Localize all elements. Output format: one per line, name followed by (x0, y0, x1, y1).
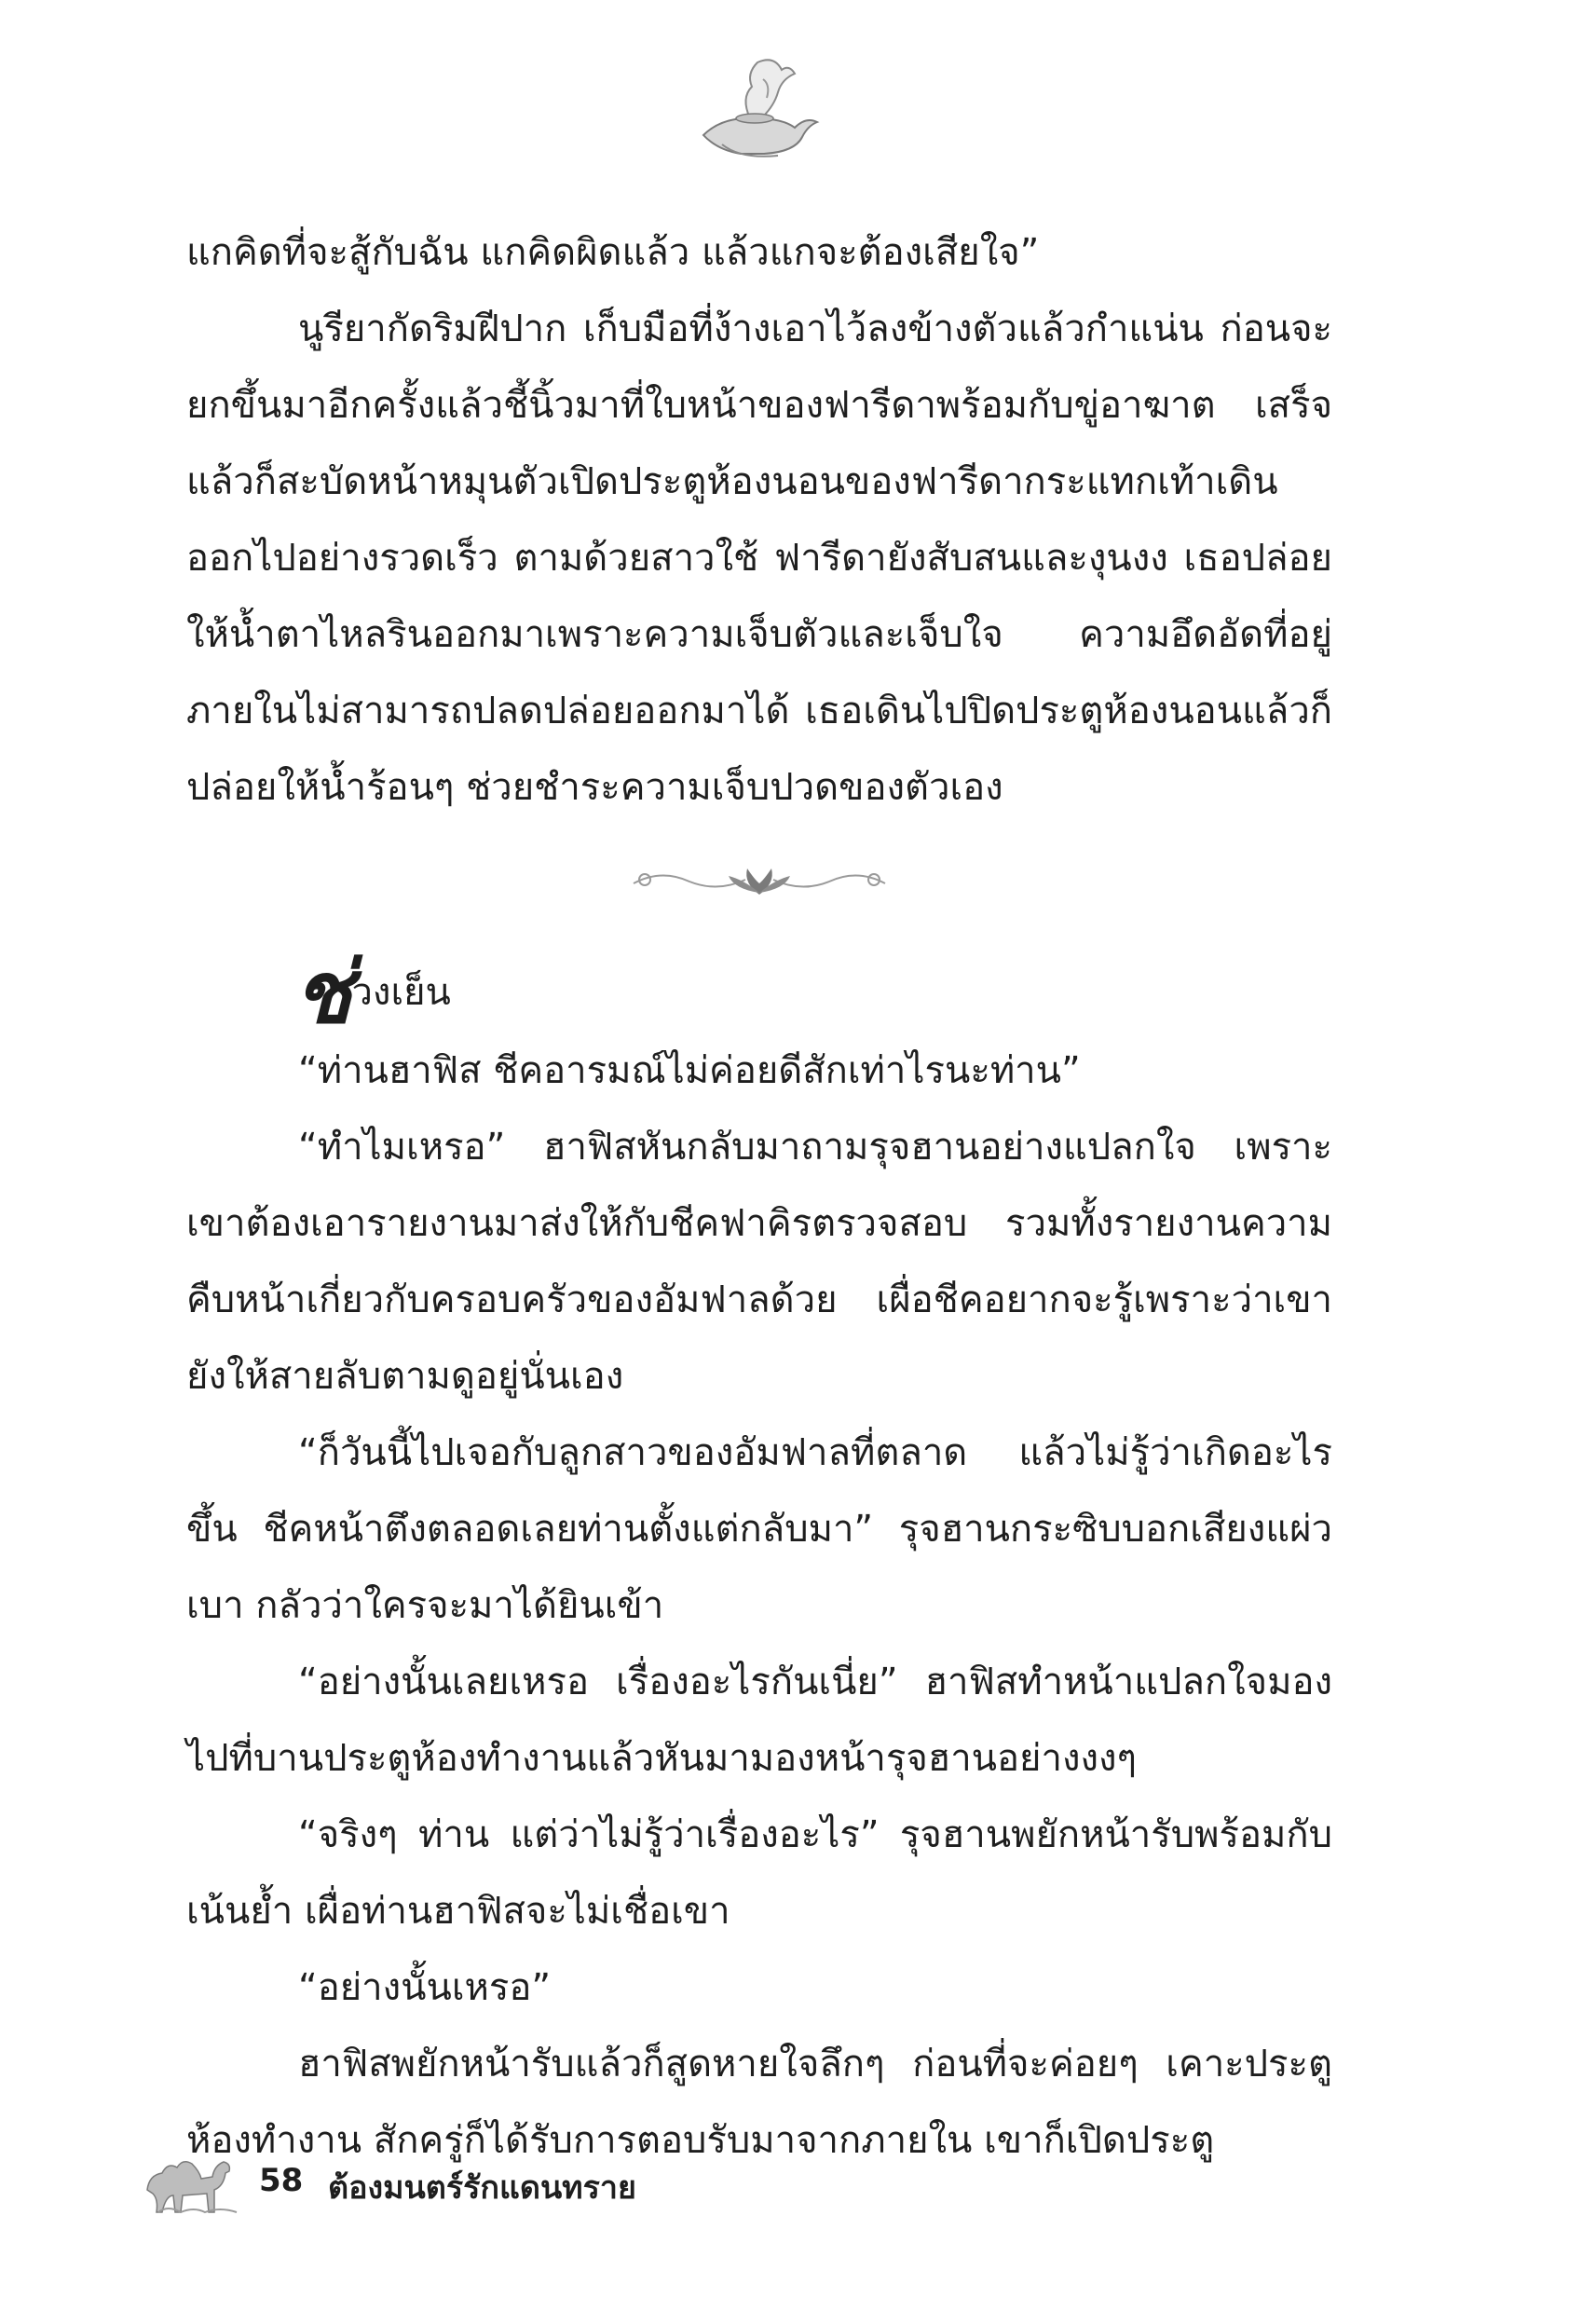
paragraph: “จริงๆ ท่าน แต่ว่าไม่รู้ว่าเรื่องอะไร” รุจฮานพยักหน้ารับพร้อมกับเน้นย้ำ เผื่อท่านฮาฟิสจะไม่เชื่อเขา (186, 1813, 1332, 1933)
genie-lamp-icon (685, 51, 825, 163)
heading-rest: วงเย็น (351, 971, 451, 1014)
floral-divider-icon (624, 855, 894, 911)
text-block-2 (186, 1032, 1332, 2179)
text-block-1 (186, 214, 1332, 826)
camel-icon (140, 2134, 242, 2218)
page-footer (140, 2134, 792, 2218)
section-heading (293, 942, 451, 1043)
page-number: 58 (259, 2162, 304, 2199)
paragraph: “ท่านฮาฟิส ชีคอารมณ์ไม่ค่อยดีสักเท่าไรนะท่าน” (298, 1049, 1081, 1092)
paragraph: “อย่างนั้นเลยเหรอ เรื่องอะไรกันเนี่ย” ฮาฟิสทำหน้าแปลกใจมองไปที่บานประตูห้องทำงานแล้วหันมามองหน้ารุจฮานอย่างงงๆ (186, 1661, 1332, 1780)
paragraph: “ทำไมเหรอ” ฮาฟิสหันกลับมาถามรุจฮานอย่างแปลกใจ เพราะเขาต้องเอารายงานมาส่งให้กับชีคฟาคิรตรวจสอบ รวมทั้งรายงานความคืบหน้าเกี่ยวกับครอบครัวของอัมฟาลด้วย เผื่อชีคอยากจะรู้เพราะว่าเขายังให้สายลับตามดูอยู่นั่นเอง (186, 1126, 1332, 1398)
paragraph: นูรียากัดริมฝีปาก เก็บมือที่ง้างเอาไว้ลงข้างตัวแล้วกำแน่น ก่อนจะยกขึ้นมาอีกครั้งแล้วชี้นิ้วมาที่ใบหน้าของฟารีดาพร้อมกับขู่อาฆาต เสร็จแล้วก็สะบัดหน้าหมุนตัวเปิดประตูห้องนอนของฟารีดากระแทกเท้าเดินออกไปอย่างรวดเร็ว ตามด้วยสาวใช้ ฟารีดายังสับสนและงุนงง เธอปล่อยให้น้ำตาไหลรินออกมาเพราะความเจ็บตัวและเจ็บใจ ความอึดอัดที่อยู่ภายในไม่สามารถปลดปล่อยออกมาได้ เธอเดินไปปิดประตูห้องนอนแล้วก็ปล่อยให้น้ำร้อนๆ ช่วยชำระความเจ็บปวดของตัวเอง (186, 308, 1332, 809)
paragraph: “อย่างนั้นเหรอ” (298, 1966, 552, 2009)
paragraph: “ก็วันนี้ไปเจอกับลูกสาวของอัมฟาลที่ตลาด แล้วไม่รู้ว่าเกิดอะไรขึ้น ชีคหน้าตึงตลอดเลยท่านตั้งแต่กลับมา” รุจฮานกระซิบบอกเสียงแผ่วเบา กลัวว่าใครจะมาได้ยินเข้า (186, 1431, 1332, 1627)
book-title: ต้องมนตร์รักแดนทราย (328, 2169, 636, 2207)
paragraph: ฮาฟิสพยักหน้ารับแล้วก็สูดหายใจลึกๆ ก่อนที่จะค่อยๆ เคาะประตูห้องทำงาน สักครู่ก็ได้รับการตอบรับมาจากภายใน เขาก็เปิดประตู (186, 2043, 1332, 2162)
heading-drop-cap: ช่ (293, 942, 352, 1043)
paragraph: แกคิดที่จะสู้กับฉัน แกคิดผิดแล้ว แล้วแกจะต้องเสียใจ” (186, 231, 1040, 274)
